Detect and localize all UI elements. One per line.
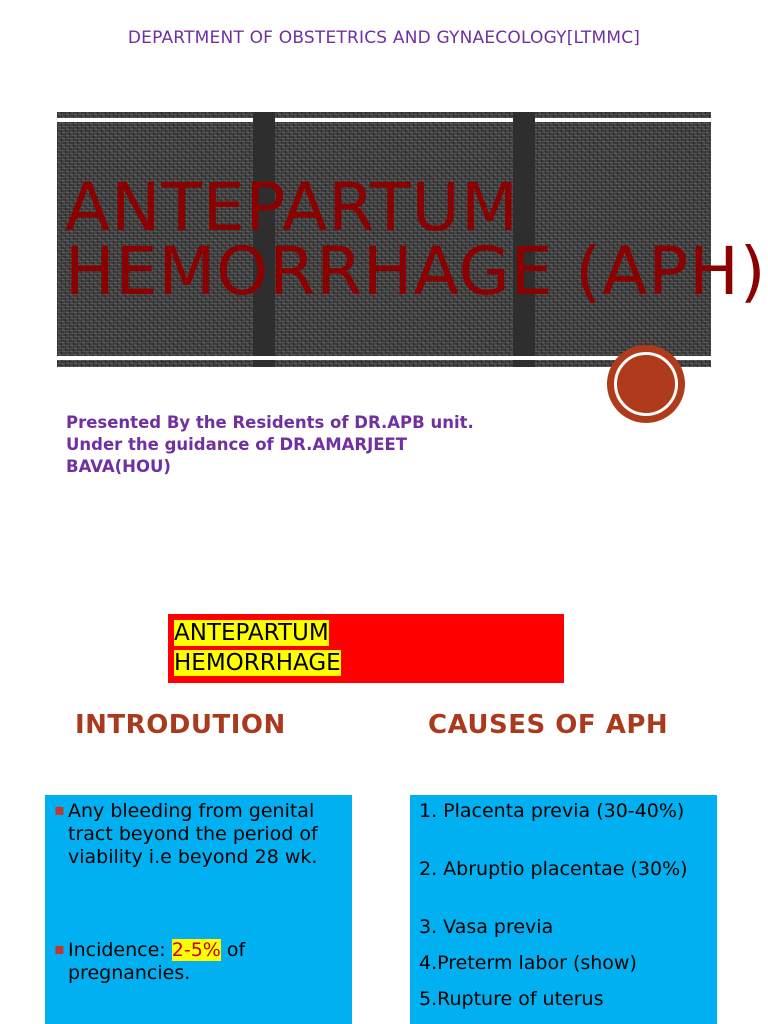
title-line-1: ANTEPARTUM: [65, 169, 519, 246]
slide-title: [65, 169, 768, 310]
incidence-label: Incidence:: [68, 939, 172, 961]
banner-top-rule: [57, 118, 711, 122]
title-line-2: HEMORRHAGE (APH): [65, 233, 767, 310]
list-item: 3. Vasa previa: [419, 916, 554, 938]
causes-heading: CAUSES OF APH: [428, 710, 669, 740]
section-title-text: [174, 618, 341, 678]
section-title-line-2: HEMORRHAGE: [174, 650, 341, 676]
list-item: 4.Preterm labor (show): [419, 952, 637, 974]
decorative-circle-emblem: [607, 345, 685, 423]
section-title-line-1: ANTEPARTUM: [174, 620, 329, 646]
emblem-ring: [614, 352, 678, 416]
introduction-box: [45, 795, 352, 1024]
intro-definition: Any bleeding from genital tract beyond the period of viability i.e beyond 28 wk.: [68, 800, 318, 868]
list-item: 5.Rupture of uterus: [419, 988, 604, 1010]
introduction-heading: INTRODUTION: [75, 710, 286, 740]
presenter-info: [66, 412, 586, 478]
bullet-icon: ▪: [54, 800, 65, 819]
presenter-line-1: Presented By the Residents of DR.APB unit.: [66, 413, 474, 432]
list-item: [54, 939, 348, 985]
bullet-icon: ▪: [54, 939, 65, 958]
list-item: 2. Abruptio placentae (30%): [419, 858, 688, 880]
presenter-line-2: Under the guidance of DR.AMARJEET: [66, 435, 408, 454]
section-title-box: [168, 614, 564, 683]
list-item: 1. Placenta previa (30-40%): [419, 800, 685, 822]
incidence-value: 2-5%: [171, 939, 221, 961]
presenter-line-3: BAVA(HOU): [66, 457, 171, 476]
department-header: DEPARTMENT OF OBSTETRICS AND GYNAECOLOGY[LTMMC]: [127, 28, 641, 48]
banner-bottom-rule: [57, 356, 711, 360]
causes-box: [410, 795, 717, 1024]
list-item: [54, 800, 348, 869]
incidence-suffix: of pregnancies.: [68, 939, 246, 984]
